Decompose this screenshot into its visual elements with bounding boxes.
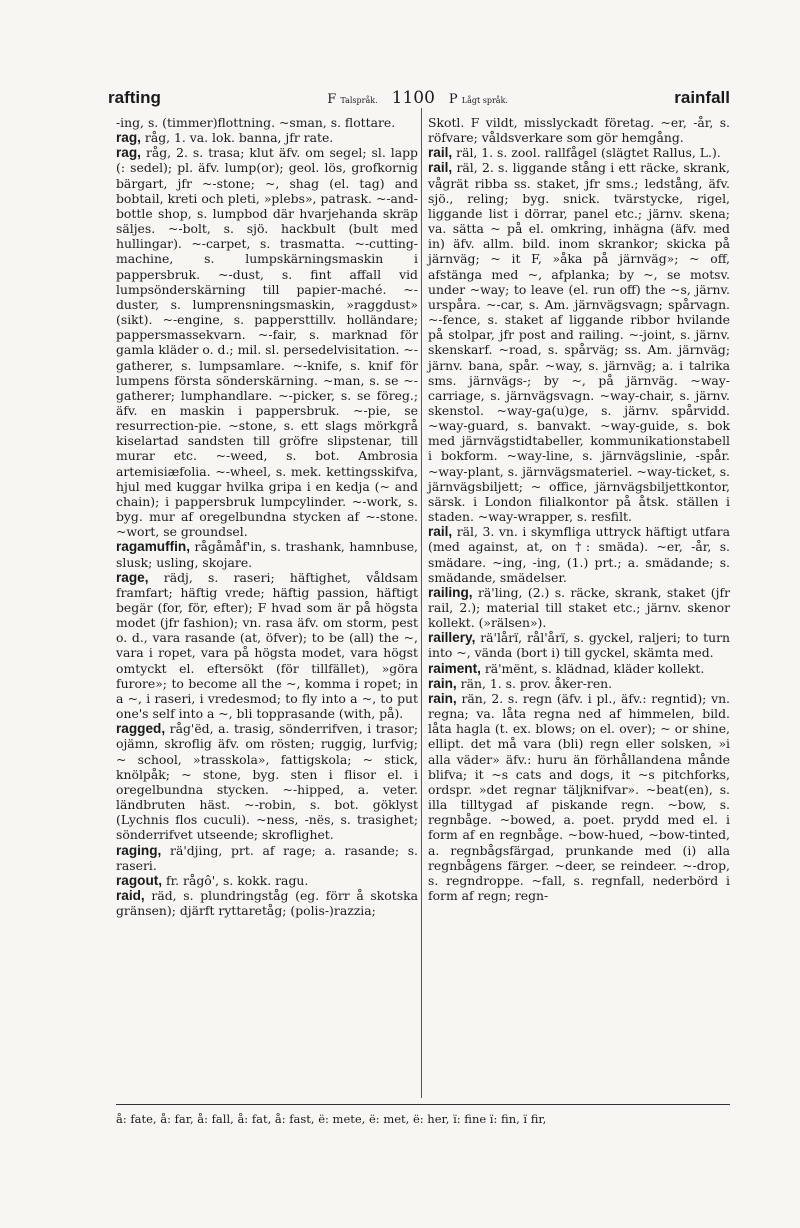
entry-headword: rail, bbox=[428, 160, 453, 176]
register-marker-lagt-sprak: P Lågt språk. bbox=[448, 92, 508, 107]
dictionary-entry bbox=[116, 888, 418, 918]
dictionary-entry bbox=[116, 873, 418, 888]
entry-definition: rä'lårï, rål'årï, s. gyckel, raljeri; to turn into ~, vända (bort i) till gyckel, skämta med. bbox=[428, 630, 730, 661]
entry-definition: -ing, s. (timmer)flottning. ~sman, s. flottare. bbox=[116, 115, 396, 130]
dictionary-entry bbox=[116, 145, 418, 539]
entry-definition: råg'ëd, a. trasig, sönderrifven, i trasor; ojämn, skroflig äfv. om rösten; ruggig, lurfvig; ~ school, »trasskola», fattigskola; ~ stick, knölpåk; ~ stone, byg. sten i flisor el. i oregelbundna stycken. ~-hipped, a. veter. ländbruten häst. ~-robin, s. bot. göklyst (Lychnis flos cuculi). ~ness, -nës, s. trasighet; sönderrifvet utseende; skroflighet. bbox=[116, 721, 418, 843]
page-header-center bbox=[327, 88, 508, 108]
dictionary-entry bbox=[116, 570, 418, 722]
dictionary-entry bbox=[428, 585, 730, 630]
entry-headword: raging, bbox=[116, 842, 162, 858]
entry-definition: rän, 1. s. prov. åker-ren. bbox=[460, 675, 613, 691]
entry-headword: raiment, bbox=[428, 660, 481, 676]
entry-headword: ragamuffin, bbox=[116, 539, 191, 555]
page-number: 1100 bbox=[391, 88, 435, 108]
entry-headword: rain, bbox=[428, 690, 457, 706]
entry-definition: rågåmåf'in, s. trashank, hamnbuse, slusk; usling, skojare. bbox=[116, 539, 418, 570]
register-marker-talsprak: F Talspråk. bbox=[327, 92, 378, 107]
entry-definition: rä'djing, prt. af rage; a. rasande; s. raseri. bbox=[116, 842, 418, 873]
dictionary-entry bbox=[116, 115, 418, 130]
dictionary-entry bbox=[428, 160, 730, 524]
entry-definition: rädj, s. raseri; häftighet, våldsam framfart; häftig vrede; häftig passion, häftigt begär (for, för, efter); F hvad som är på högsta modet (jfr fashion); vn. rasa äfv. om storm, pest o. d., vara rasande (at, öfver); to be (all) the ~, vara i ropet, vara på högsta modet, vara högst omtyckt el. eftersökt (för tillfället), »göra furore»; to become all the ~, komma i ropet; in a ~, i raseri, i vredesmod; to fly into a ~, to put one's self into a ~, bli topprasande (with, på). bbox=[116, 569, 418, 722]
entry-definition: rän, 2. s. regn (äfv. i pl., äfv.: regntid); vn. regna; va. låta regna ned af himmelen, bild. låta hagla (t. ex. blows; on el. over); ~ or shine, ellipt. det må vara (bli) regn eller solsken, »i alla väder» äfv.: huru än förhållandena månde blifva; it ~s cats and dogs, it ~s pitchforks, ordspr. »det regnar täljknifvar». ~beat(en), s. illa tilltygad af piskande regn. ~bow, s. regnbåge. ~bowed, a. poet. prydd med el. i form af en regnbåge. ~bow-hued, ~bow-tinted, a. regnbågsfärgad, prunkande med (i) alla regnbågens färger. ~deer, se reindeer. ~-drop, s. regndroppe. ~fall, s. regnfall, nederbörd i form af regn; regn- bbox=[428, 690, 730, 903]
entry-headword: raillery, bbox=[428, 630, 476, 646]
left-column bbox=[116, 115, 418, 918]
entry-definition: räd, s. plundringståg (eg. förr å skotska gränsen); djärft ryttaretåg; (polis-)razzia; bbox=[116, 887, 418, 919]
entry-headword: ragged, bbox=[116, 721, 166, 737]
dictionary-entry bbox=[428, 676, 730, 691]
left-guide-word: rafting bbox=[108, 88, 161, 107]
entry-definition: räl, 3. vn. i skymfliga uttryck häftigt utfara (med against, at, on †: smäda). ~er, -år, s. smädare. ~ing, -ing, (1.) prt.; a. smädande; s. smädande, smädelser. bbox=[428, 524, 730, 585]
entry-definition: Skotl. F vildt, misslyckadt företag. ~er, -år, s. röfvare; våldsverkare som gör hemgång. bbox=[428, 115, 730, 146]
entry-headword: rag, bbox=[116, 130, 141, 146]
entry-headword: ragout, bbox=[116, 872, 163, 888]
dictionary-entry bbox=[116, 721, 418, 842]
dictionary-entry bbox=[116, 539, 418, 569]
entry-definition: fr. rågô', s. kokk. ragu. bbox=[166, 872, 309, 888]
entry-headword: rag, bbox=[116, 145, 141, 161]
dictionary-entry bbox=[428, 524, 730, 585]
dictionary-entry bbox=[428, 115, 730, 145]
footer-divider bbox=[116, 1104, 730, 1105]
right-column bbox=[428, 115, 730, 903]
entry-definition: råg, 1. va. lok. banna, jfr rate. bbox=[144, 130, 334, 146]
entry-definition: rä'mënt, s. klädnad, kläder kollekt. bbox=[484, 660, 705, 676]
entry-headword: rail, bbox=[428, 145, 453, 161]
dictionary-entry bbox=[116, 130, 418, 145]
entry-definition: räl, 2. s. liggande stång i ett räcke, skrank, vågrät ribba ss. staket, jfr sms.; ledstång, äfv. sjö., reling; byg. snick. tvärstycke, rigel, liggande list i dörrar, panel etc.; järnv. skena; va. sätta ~ på el. omkring, inhägna (äfv. med in) äfv. allm. bild. inom skrankor; skicka på järnväg; ~ it F, »åka på järnväg»; ~ off, afstänga med ~, afplanka; by ~, se motsv. under ~way; to leave (el. run off) the ~s, järnv. urspåra. ~-car, s. Am. järnvägsvagn; spårvagn. ~-fence, s. staket af liggande ribbor hvilande på stolpar, jfr post and railing. ~-joint, s. järnv. skenskarf. ~road, s. spårväg; ss. Am. järnväg; järnv. bana, spår. ~way, s. järnväg; a. i talrika sms. järnvägs-; by ~, på järnväg. ~way-carriage, s. järnvägsvagn. ~way-chair, s. järnv. skenstol. ~way-ga(u)ge, s. järnv. spårvidd. ~way-guard, s. banvakt. ~way-guide, s. bok med järnvägstidtabeller, kommunikationstabell i bokform. ~way-line, s. järnvägslinie, -spår. ~way-plant, s. järnvägsmateriel. ~way-ticket, s. järnvägsbiljett; ~ office, järnvägsbiljettkontor, särsk. i London filialkontor på åtsk. ställen i staden. ~way-wrapper, s. resfilt. bbox=[428, 160, 730, 525]
entry-headword: rain, bbox=[428, 675, 457, 691]
dictionary-entry bbox=[428, 145, 730, 160]
dictionary-entry bbox=[116, 843, 418, 873]
entry-headword: raid, bbox=[116, 887, 145, 903]
column-divider bbox=[421, 108, 422, 1098]
dictionary-entry bbox=[428, 661, 730, 676]
page-header bbox=[108, 68, 730, 108]
entry-headword: railing, bbox=[428, 584, 473, 600]
dictionary-entry bbox=[428, 630, 730, 660]
right-guide-word: rainfall bbox=[674, 88, 730, 107]
entry-definition: räl, 1. s. zool. rallfågel (slägtet Rallus, L.). bbox=[456, 145, 721, 161]
entry-definition: råg, 2. s. trasa; klut äfv. om segel; sl. lapp (: sedel); pl. äfv. lump(or); geol. lös, grofkornig bärgart, jfr ~-stone; ~, shag (el. tag) and bobtail, kreti och pleti, »plebs», patrask. ~-and-bottle shop, s. lumpbod där hvarjehanda skräp säljes. ~-bolt, s. sjö. hackbult (bult med hullingar). ~-carpet, s. trasmatta. ~-cutting-machine, s. lumpskärningsmaskin i pappersbruk. ~-dust, s. fint affall vid lumpsönderskärning till papier-maché. ~-duster, s. lumprensningsmaskin, »raggdust» (sikt). ~-engine, s. pappersttillv. holländare; pappersmassekvarn. ~-fair, s. marknad för gamla kläder o. d.; mil. sl. persedelvisitation. ~-gatherer, s. lumpsamlare. ~-knife, s. knif för lumpens första sönderskärning. ~man, s. se ~-gatherer; lumphandlare. ~-picker, s. se föreg.; äfv. en maskin i pappersbruk. ~-pie, se resurrection-pie. ~stone, s. ett slags mörkgrå kiselartad sandsten till gröfre slipstenar, till murar etc. ~-weed, s. bot. Ambrosia artemisiæfolia. ~-wheel, s. mek. kettingsskifva, hjul med kuggar hvilka gripa i en kedja (~ and chain); i pappersbruk lumpcylinder. ~-work, s. byg. mur af oregelbundna stycken af ~-stone. ~wort, se groundsel. bbox=[116, 145, 418, 540]
pronunciation-key: å: fate, å: far, å: fall, å: fat, å: fast, ë: mete, ë: met, ë: her, ï: fine ï: fin, ï fir, bbox=[116, 1112, 547, 1126]
entry-headword: rail, bbox=[428, 524, 453, 540]
entry-definition: rä'ling, (2.) s. räcke, skrank, staket (jfr rail, 2.); material till staket etc.; järnv. skenor kollekt. (»rälsen»). bbox=[428, 584, 730, 631]
dictionary-entry bbox=[428, 691, 730, 903]
entry-headword: rage, bbox=[116, 569, 149, 585]
